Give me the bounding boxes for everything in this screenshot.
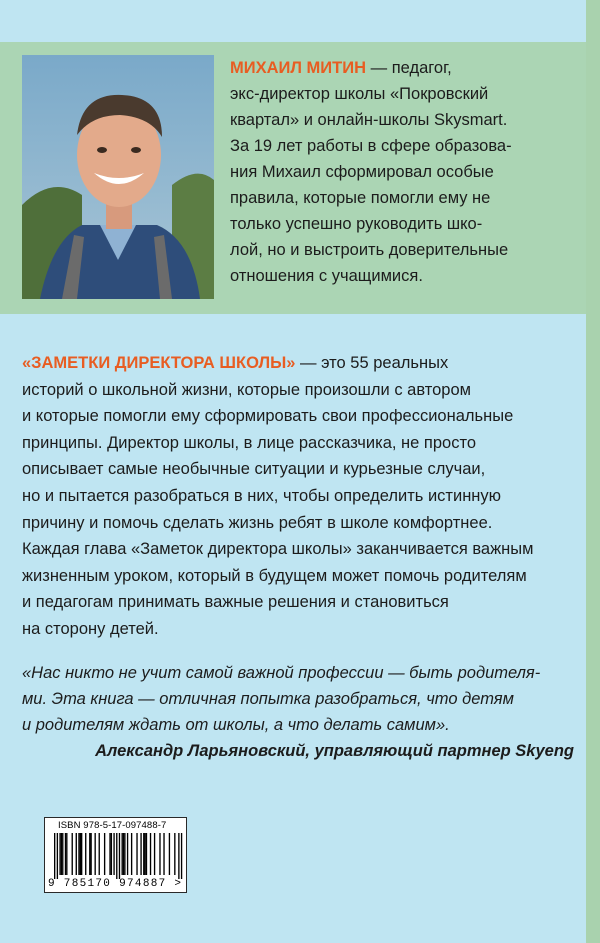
- bio-line: лой, но и выстроить доверительные: [230, 241, 509, 259]
- description-line: на сторону детей.: [22, 619, 159, 638]
- barcode-bar: [143, 833, 144, 875]
- barcode-bar: [159, 833, 160, 875]
- description-line: принципы. Директор школы, в лице рассказчика, не просто: [22, 433, 476, 452]
- author-name: МИХАИЛ МИТИН: [230, 59, 367, 77]
- description-line: причину и помочь сделать жизнь ребят в школе комфортнее.: [22, 513, 493, 532]
- barcode-bar: [113, 833, 114, 875]
- barcode-bar: [181, 833, 182, 879]
- bio-line: ния Михаил сформировал особые: [230, 163, 494, 181]
- bio-line: МИХАИЛ МИТИН — педагог,: [230, 59, 452, 77]
- barcode-bar: [85, 833, 86, 875]
- barcode-bar: [116, 833, 117, 879]
- quote-line: ми. Эта книга — отличная попытка разобраться, что детям: [22, 690, 514, 708]
- barcode-bar: [174, 833, 175, 875]
- barcode-bar: [124, 833, 125, 875]
- barcode-bar: [76, 833, 77, 875]
- bio-line: квартал» и онлайн-школы Skysmart.: [230, 111, 508, 129]
- barcode-bar: [95, 833, 96, 875]
- barcode-bar: [169, 833, 170, 875]
- barcode-bar: [111, 833, 112, 875]
- description-line: и педагогам принимать важные решения и становиться: [22, 593, 449, 612]
- barcode-bar: [81, 833, 82, 875]
- description-line: жизненным уроком, который в будущем может помочь родителям: [22, 566, 527, 585]
- bio-line: За 19 лет работы в сфере образова-: [230, 137, 512, 155]
- barcode-bar: [78, 833, 79, 875]
- quote-line: и родителям ждать от школы, а что делать самим».: [22, 716, 450, 734]
- barcode-bar: [59, 833, 60, 875]
- quote-attribution: Александр Ларьяновский, управляющий партнер Skyeng: [95, 742, 574, 760]
- book-spine-edge: [586, 0, 600, 943]
- barcode-bar: [62, 833, 63, 875]
- barcode-bar: [99, 833, 100, 875]
- barcode-bar: [150, 833, 151, 875]
- quote-line: «Нас никто не учит самой важной профессии — быть родителя-: [22, 664, 541, 682]
- barcode-bar: [57, 833, 58, 879]
- barcode-bar: [104, 833, 105, 875]
- isbn-label: ISBN 978-5-17-097488-7: [58, 820, 167, 831]
- barcode-bars: [48, 833, 183, 879]
- testimonial-quote: [22, 660, 574, 764]
- description-line: «ЗАМЕТКИ ДИРЕКТОРА ШКОЛЫ» — это 55 реальных: [22, 354, 449, 372]
- description-line: но и пытается разобраться в них, чтобы определить истинную: [22, 486, 502, 505]
- barcode-bar: [178, 833, 179, 879]
- barcode-bar: [136, 833, 137, 875]
- barcode-bar: [154, 833, 155, 875]
- description-line: и которые помогли ему сформировать свои профессиональные: [22, 407, 514, 426]
- bio-line: только успешно руководить шко-: [230, 215, 483, 233]
- barcode-bar: [123, 833, 124, 875]
- barcode-bar: [122, 833, 123, 875]
- description-line: историй о школьной жизни, которые произошли с автором: [22, 380, 472, 399]
- barcode-bar: [146, 833, 147, 875]
- barcode-bar: [80, 833, 81, 875]
- barcode-digits: 9 785170 974887 >: [48, 878, 183, 890]
- barcode-bar: [131, 833, 132, 875]
- book-description: [22, 350, 574, 643]
- barcode-bar: [144, 833, 145, 875]
- author-photo: [22, 55, 214, 299]
- barcode-bar: [54, 833, 55, 879]
- barcode-bar: [89, 833, 90, 875]
- description-line: описывает самые необычные ситуации и курьезные случаи,: [22, 460, 486, 479]
- description-line: Каждая глава «Заметок директора школы» заканчивается важным: [22, 540, 534, 559]
- barcode-bar: [119, 833, 120, 879]
- barcode-bar: [66, 833, 67, 875]
- book-title: «ЗАМЕТКИ ДИРЕКТОРА ШКОЛЫ»: [22, 354, 296, 372]
- barcode-bar: [163, 833, 164, 875]
- isbn-barcode: [44, 817, 187, 893]
- bio-line: экс-директор школы «Покровский: [230, 85, 489, 103]
- bio-line: правила, которые помогли ему не: [230, 189, 491, 207]
- barcode-bar: [65, 833, 66, 875]
- barcode-bar: [140, 833, 141, 875]
- barcode-bar: [72, 833, 73, 875]
- author-bio: [230, 55, 562, 289]
- barcode-bar: [127, 833, 128, 875]
- barcode-bar: [61, 833, 62, 875]
- barcode-bar: [90, 833, 91, 875]
- bio-line: отношения с учащимися.: [230, 267, 423, 285]
- barcode-bar: [109, 833, 110, 875]
